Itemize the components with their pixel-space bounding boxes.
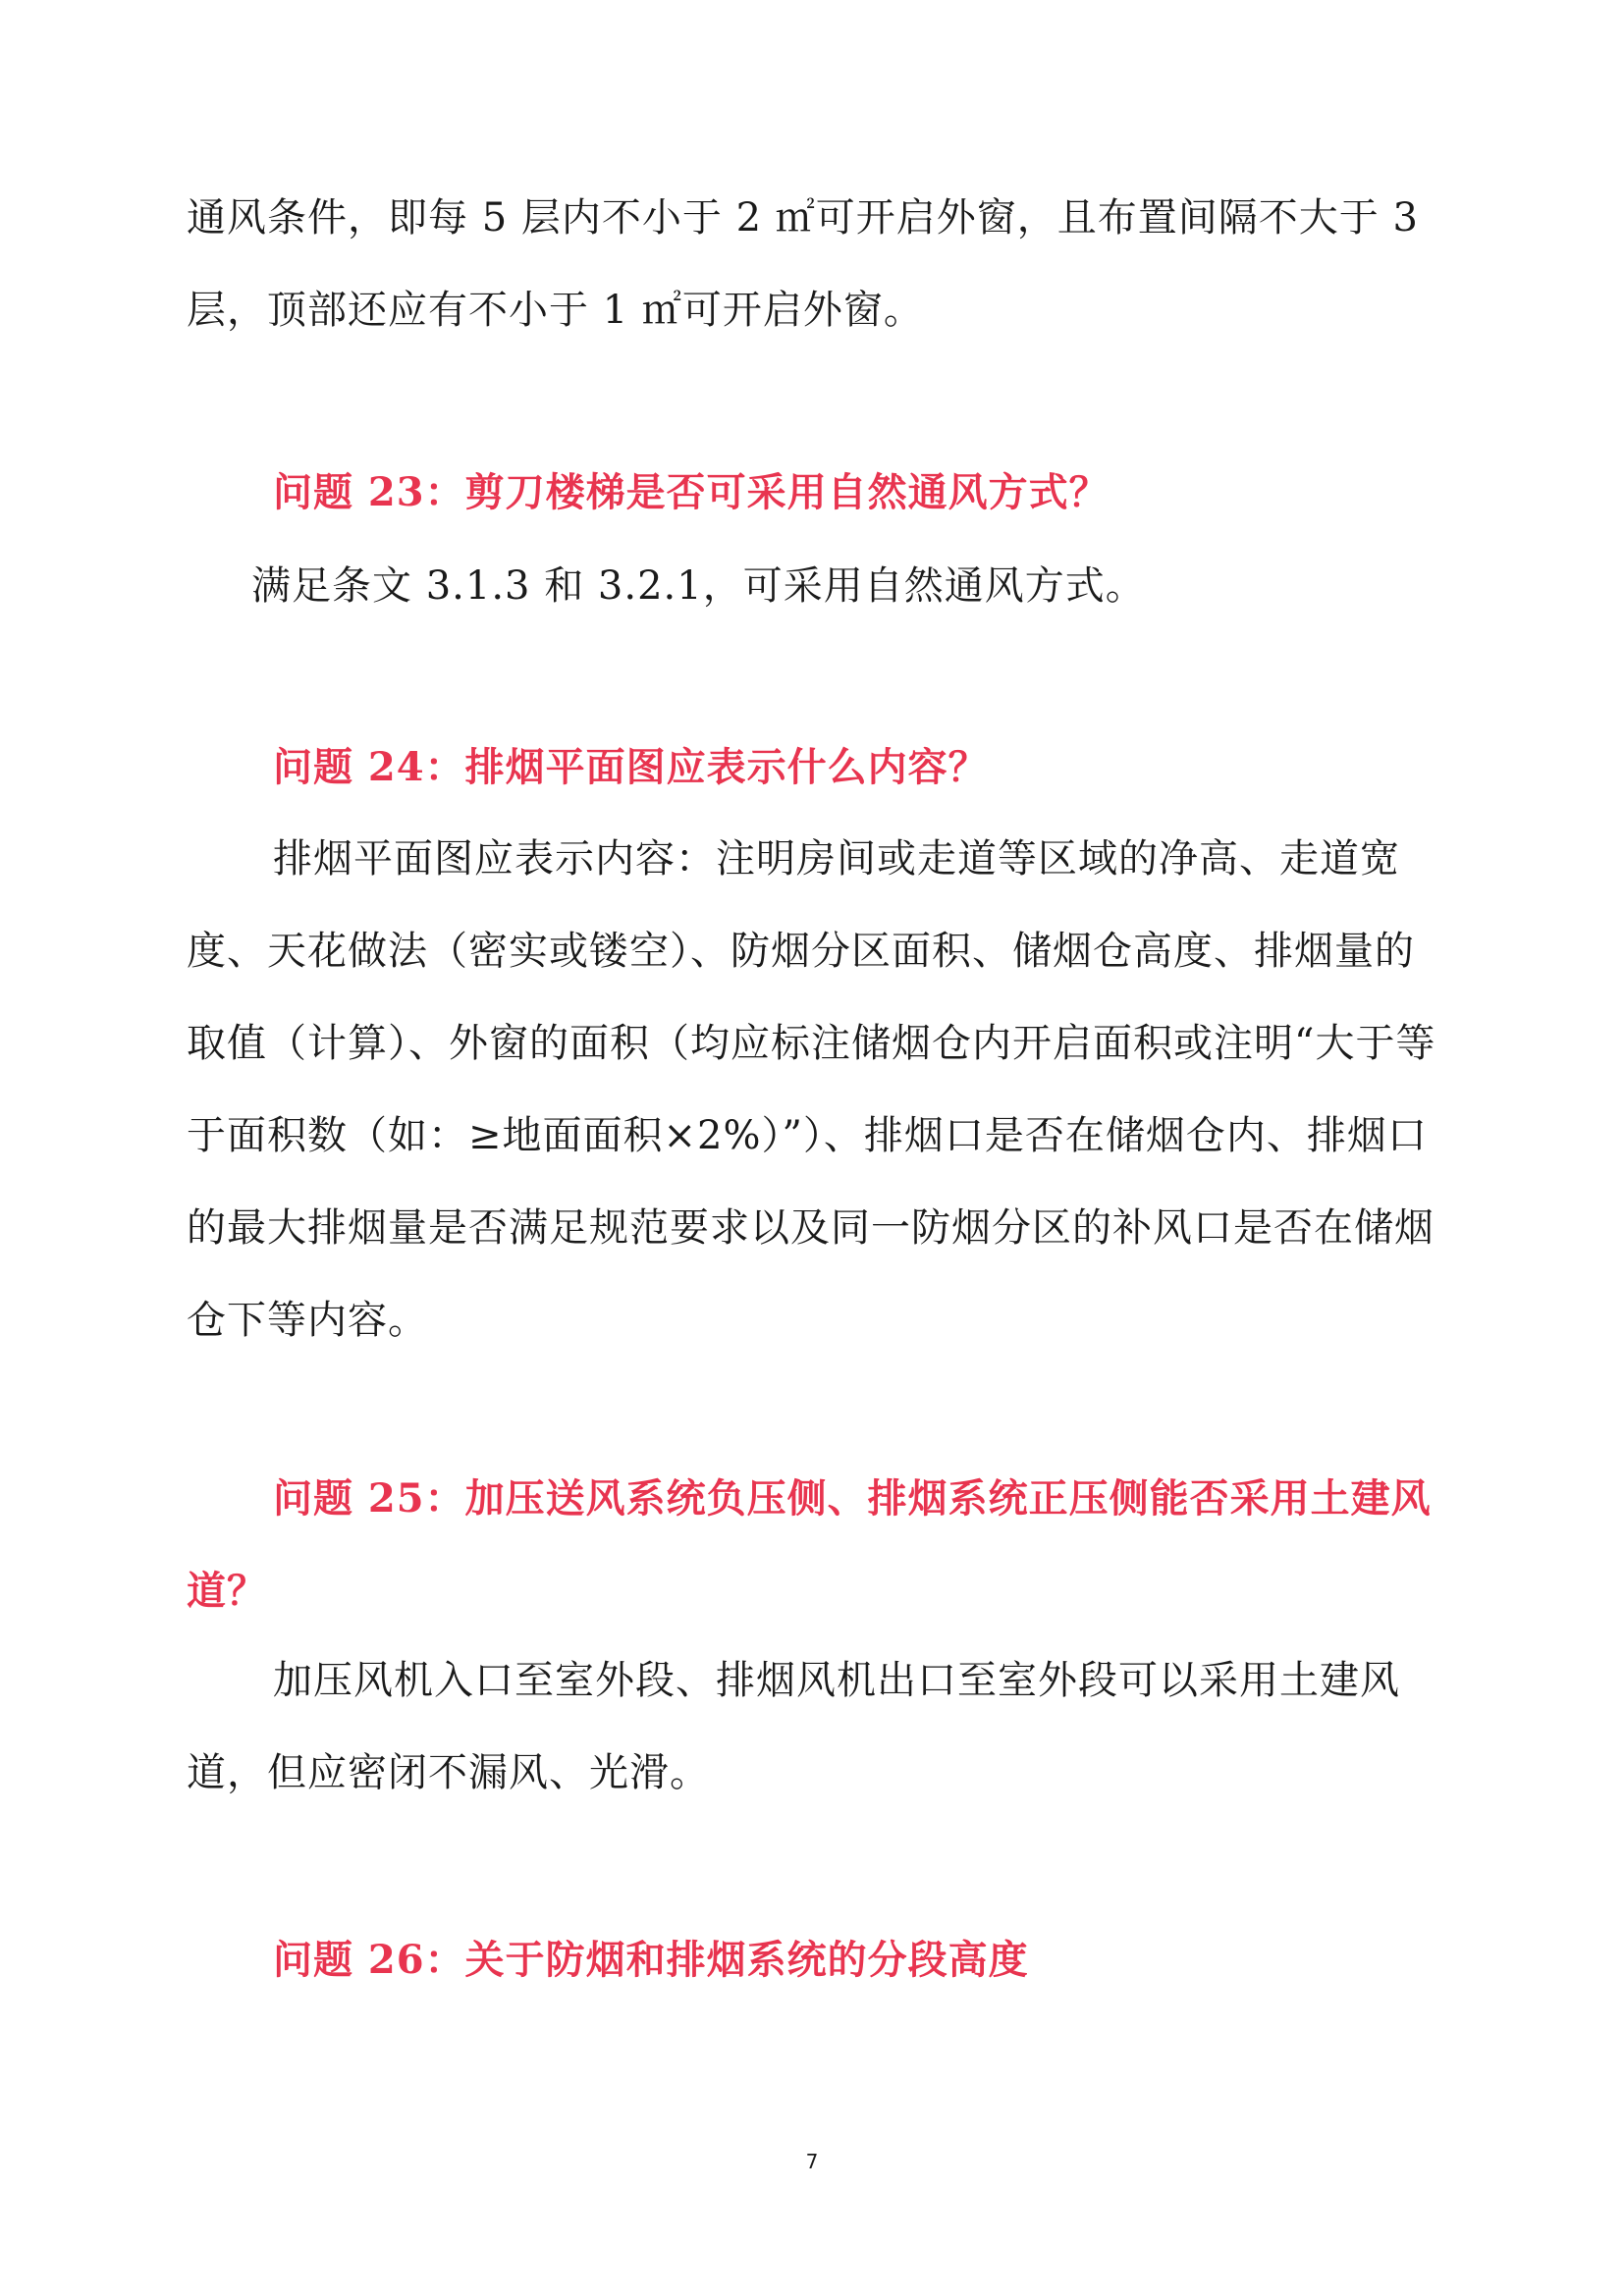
question-25-heading: 问题 25：加压送风系统负压侧、排烟系统正压侧能否采用土建风道？: [187, 1475, 1432, 1614]
question-23-answer: 满足条文 3.1.3 和 3.2.1，可采用自然通风方式。: [251, 563, 1146, 609]
continuation-paragraph: 通风条件，即每 5 层内不小于 2 ㎡可开启外窗，且布置间隔不大于 3 层，顶部还应有不小于 1 ㎡可开启外窗。: [187, 195, 1419, 333]
question-24-answer: 排烟平面图应表示内容：注明房间或走道等区域的净高、走道宽度、天花做法（密实或镂空）、防烟分区面积、储烟仓高度、排烟量的取值（计算）、外窗的面积（均应标注储烟仓内开启面积或注明“大于等于面积数（如：≥地面面积×2%）”）、排烟口是否在储烟仓内、排烟口的最大排烟量是否满足规范要求以及同一防烟分区的补风口是否在储烟仓下等内容。: [187, 836, 1436, 1343]
page-number: 7: [805, 2150, 819, 2173]
question-24-heading: 问题 24：排烟平面图应表示什么内容？: [273, 744, 989, 790]
question-26-heading: 问题 26：关于防烟和排烟系统的分段高度: [273, 1937, 1029, 1983]
question-23-heading: 问题 23：剪刀楼梯是否可采用自然通风方式？: [273, 469, 1110, 515]
question-25-answer: 加压风机入口至室外段、排烟风机出口至室外段可以采用土建风道，但应密闭不漏风、光滑。: [187, 1658, 1400, 1795]
